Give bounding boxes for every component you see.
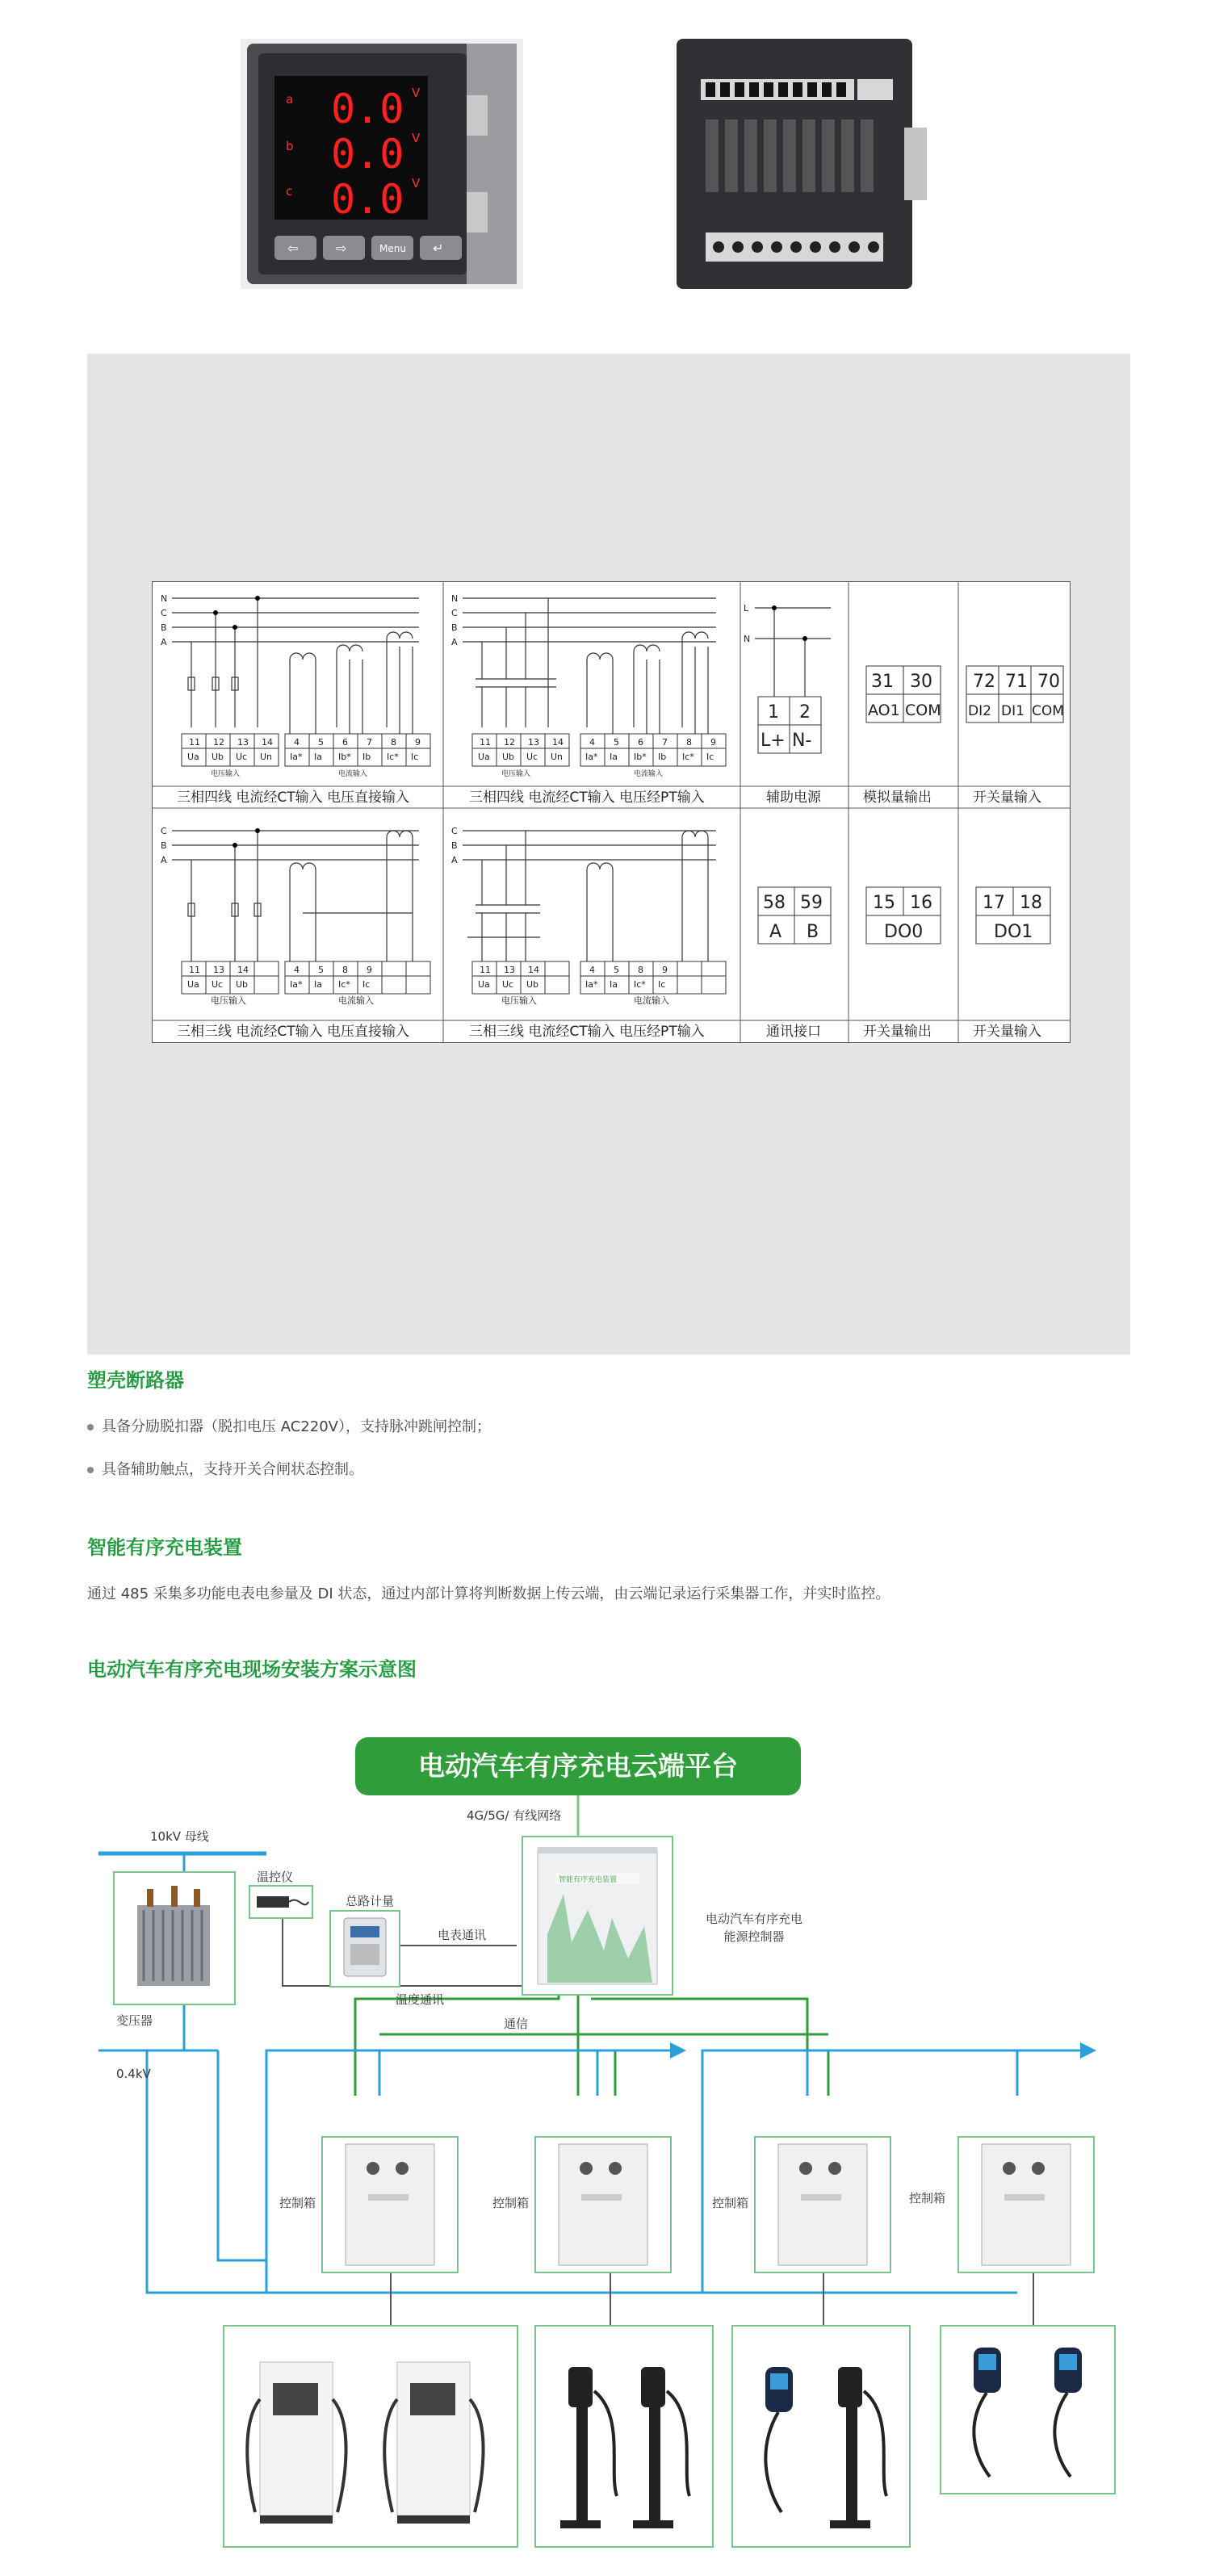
meter-front-photo bbox=[241, 39, 523, 289]
line-label-c-2: C bbox=[451, 608, 458, 618]
terminal-name: Ua bbox=[478, 979, 490, 990]
enter-icon: ↵ bbox=[433, 241, 444, 256]
phase-a-label: a bbox=[286, 92, 294, 107]
ac-charger-group-3 bbox=[940, 2325, 1116, 2494]
network-label: 4G/5G/ 有线网络 bbox=[467, 1808, 562, 1823]
caption-r2c4: 开关量输出 bbox=[863, 1024, 932, 1040]
terminal-name: Ia bbox=[314, 752, 322, 762]
controller-tag: 智能有序充电装置 bbox=[559, 1876, 618, 1884]
terminal-num: 4 bbox=[294, 965, 300, 975]
di-num-3: 70 bbox=[1037, 672, 1060, 692]
line-label-a-2: A bbox=[451, 637, 458, 647]
caption-r1c5: 开关量输入 bbox=[973, 790, 1041, 806]
line-label-b-3: B bbox=[161, 840, 167, 851]
terminal-num: 14 bbox=[262, 737, 273, 748]
breaker-bullet-2 bbox=[87, 1458, 363, 1479]
di-num-2: 71 bbox=[1005, 672, 1028, 692]
terminal-name: Ib* bbox=[338, 752, 351, 762]
terminal-num: 9 bbox=[662, 965, 668, 975]
aux-power-num-1: 1 bbox=[768, 702, 779, 723]
unit-b: V bbox=[412, 131, 421, 145]
breaker-bullet-1-text: 具备分励脱扣器（脱扣电压 AC220V），支持脉冲跳闸控制； bbox=[102, 1418, 491, 1435]
analog-out-name-2: COM bbox=[905, 702, 941, 719]
breaker-heading: 塑壳断路器 bbox=[87, 1369, 184, 1392]
transformer-label: 变压器 bbox=[116, 2013, 153, 2028]
cloud-platform-banner: 电动汽车有序充电云端平台 bbox=[355, 1737, 801, 1795]
terminal-name: Ic bbox=[706, 752, 714, 762]
curr-input-label-4: 电流输入 bbox=[634, 995, 669, 1006]
terminal-num: 11 bbox=[480, 965, 491, 975]
comm-name-a: A bbox=[769, 922, 782, 942]
analog-out-name-1: AO1 bbox=[868, 702, 900, 719]
wiring-table bbox=[152, 581, 1071, 1043]
line-label-c: C bbox=[161, 608, 167, 618]
terminal-name: Ua bbox=[187, 752, 199, 762]
aux-power-num-2: 2 bbox=[799, 702, 811, 723]
terminal-name: Ia* bbox=[290, 752, 303, 762]
do0-num-2: 16 bbox=[910, 893, 932, 913]
terminal-num: 6 bbox=[342, 737, 348, 748]
di-num-1: 72 bbox=[973, 672, 995, 692]
terminal-name: Ua bbox=[478, 752, 490, 762]
temp-comm-label: 温度通讯 bbox=[396, 1992, 445, 2007]
energy-controller-box bbox=[522, 1836, 673, 1996]
control-box-4 bbox=[957, 2136, 1095, 2273]
terminal-num: 11 bbox=[480, 737, 491, 748]
control-box-2 bbox=[534, 2136, 672, 2273]
curr-input-label-2: 电流输入 bbox=[634, 770, 664, 778]
terminal-num: 5 bbox=[614, 965, 619, 975]
dc-charger-group bbox=[223, 2325, 518, 2548]
terminal-num: 8 bbox=[342, 965, 348, 975]
volt-input-label-1: 电压输入 bbox=[211, 770, 241, 778]
energy-controller-label: 电动汽车有序充电 能源控制器 bbox=[706, 1912, 803, 1944]
di-name-2: DI1 bbox=[1001, 703, 1025, 719]
terminal-name: Ib bbox=[658, 752, 667, 762]
ac-charger-group-1 bbox=[534, 2325, 714, 2548]
terminal-num: 11 bbox=[189, 737, 200, 748]
line-label-a-3: A bbox=[161, 855, 167, 865]
do1-name: DO1 bbox=[994, 922, 1033, 942]
caption-r1c3: 辅助电源 bbox=[766, 790, 821, 806]
terminal-name: Ic bbox=[362, 979, 371, 990]
analog-out-num-1: 31 bbox=[871, 672, 894, 692]
terminal-name: Uc bbox=[212, 979, 224, 990]
ctrl-box-label-3: 控制箱 bbox=[712, 2196, 749, 2210]
terminal-name: Ib bbox=[362, 752, 371, 762]
line-label-n: N bbox=[161, 593, 168, 604]
transformer-box bbox=[113, 1871, 236, 2005]
curr-input-label-1: 电流输入 bbox=[338, 770, 368, 778]
terminal-num: 13 bbox=[528, 737, 539, 748]
line-label-b-4: B bbox=[451, 840, 458, 851]
volt-input-label-2: 电压输入 bbox=[501, 770, 531, 778]
terminal-name: Ia bbox=[610, 752, 618, 762]
comm-num-2: 59 bbox=[800, 893, 823, 913]
volt-input-label-4: 电压输入 bbox=[501, 995, 537, 1006]
charger-device-text: 通过 485 采集多功能电表电参量及 DI 状态，通过内部计算将判断数据上传云端，由云端记录运行采集器工作，并实时监控。 bbox=[87, 1585, 890, 1602]
terminal-name: Ub bbox=[212, 752, 224, 762]
terminal-name: Ia bbox=[314, 979, 322, 990]
line-label-a-4: A bbox=[451, 855, 458, 865]
terminal-num: 5 bbox=[318, 737, 324, 748]
terminal-num: 13 bbox=[213, 965, 224, 975]
comm-label: 通信 bbox=[504, 2017, 529, 2031]
left-arrow-icon: ⇦ bbox=[287, 241, 299, 256]
meter-label: 总路计量 bbox=[346, 1894, 395, 1908]
terminal-name: Un bbox=[260, 752, 273, 762]
terminal-name: Uc bbox=[236, 752, 248, 762]
line-label-a: A bbox=[161, 637, 167, 647]
control-box-1 bbox=[321, 2136, 459, 2273]
phase-b-value: 0.0 bbox=[331, 131, 404, 178]
terminal-name: Ia* bbox=[290, 979, 303, 990]
caption-r2c3: 通讯接口 bbox=[766, 1024, 821, 1040]
terminal-num: 9 bbox=[415, 737, 421, 748]
aux-power-name-1: L+ bbox=[761, 731, 786, 751]
terminal-num: 4 bbox=[589, 737, 595, 748]
breaker-bullet-2-text: 具备辅助触点，支持开关合闸状态控制。 bbox=[102, 1461, 363, 1478]
terminal-num: 8 bbox=[638, 965, 643, 975]
terminal-num: 4 bbox=[589, 965, 595, 975]
temp-controller-box bbox=[249, 1885, 313, 1919]
line-label-l: L bbox=[744, 603, 749, 614]
do1-num-1: 17 bbox=[983, 893, 1005, 913]
bullet-dot-icon bbox=[87, 1467, 94, 1473]
meter-comm-label: 电表通讯 bbox=[438, 1928, 487, 1942]
terminal-num: 9 bbox=[367, 965, 372, 975]
diagram-heading: 电动汽车有序充电现场安装方案示意图 bbox=[87, 1658, 417, 1681]
curr-input-label-3: 电流输入 bbox=[338, 995, 374, 1006]
unit-a: V bbox=[412, 86, 421, 100]
terminal-num: 7 bbox=[367, 737, 372, 748]
line-label-b: B bbox=[161, 622, 167, 633]
do0-num-1: 15 bbox=[873, 893, 895, 913]
do1-num-2: 18 bbox=[1020, 893, 1042, 913]
di-name-1: DI2 bbox=[968, 703, 991, 719]
terminal-name: Ua bbox=[187, 979, 199, 990]
terminal-name: Ia* bbox=[585, 752, 598, 762]
control-box-3 bbox=[754, 2136, 891, 2273]
terminal-name: Ub bbox=[526, 979, 539, 990]
bullet-dot-icon bbox=[87, 1424, 94, 1430]
terminal-num: 13 bbox=[237, 737, 249, 748]
terminal-num: 9 bbox=[710, 737, 716, 748]
phase-b-label: b bbox=[286, 139, 294, 153]
terminal-num: 4 bbox=[294, 737, 300, 748]
temp-controller-label: 温控仪 bbox=[257, 1870, 294, 1884]
caption-r1c4: 模拟量输出 bbox=[863, 790, 932, 806]
line-label-n-2: N bbox=[451, 593, 459, 604]
ac-charger-group-2 bbox=[731, 2325, 911, 2548]
phase-a-value: 0.0 bbox=[331, 86, 404, 132]
caption-r2c2: 三相三线 电流经CT输入 电压经PT输入 bbox=[469, 1024, 705, 1040]
unit-c: V bbox=[412, 176, 421, 191]
terminal-name: Ic bbox=[658, 979, 666, 990]
total-meter-box bbox=[329, 1910, 400, 1987]
charger-device-heading: 智能有序充电装置 bbox=[87, 1536, 242, 1559]
line-label-b-2: B bbox=[451, 622, 458, 633]
terminal-num: 14 bbox=[237, 965, 249, 975]
breaker-bullet-1 bbox=[87, 1415, 491, 1436]
ctrl-box-label-4: 控制箱 bbox=[909, 2191, 946, 2205]
analog-out-num-2: 30 bbox=[910, 672, 932, 692]
terminal-num: 7 bbox=[662, 737, 668, 748]
line-label-c-4: C bbox=[451, 826, 458, 836]
terminal-num: 8 bbox=[686, 737, 692, 748]
phase-c-label: c bbox=[286, 184, 293, 199]
terminal-name: Uc bbox=[502, 979, 514, 990]
terminal-num: 8 bbox=[391, 737, 396, 748]
terminal-name: Ia* bbox=[585, 979, 598, 990]
terminal-name: Ub bbox=[236, 979, 249, 990]
do0-name: DO0 bbox=[884, 922, 924, 942]
terminal-name: Ib* bbox=[634, 752, 647, 762]
terminal-name: Ub bbox=[502, 752, 515, 762]
terminal-num: 6 bbox=[638, 737, 643, 748]
comm-name-b: B bbox=[807, 922, 819, 942]
ctrl-box-label-2: 控制箱 bbox=[492, 2196, 530, 2210]
caption-r2c5: 开关量输入 bbox=[973, 1024, 1041, 1040]
aux-power-name-2: N- bbox=[792, 731, 812, 751]
line-label-n-3: N bbox=[744, 634, 751, 644]
comm-num-1: 58 bbox=[763, 893, 786, 913]
meter-back-photo bbox=[677, 39, 927, 289]
terminal-num: 5 bbox=[614, 737, 619, 748]
bus-10kv-label: 10kV 母线 bbox=[150, 1829, 209, 1844]
caption-r1c1: 三相四线 电流经CT输入 电压直接输入 bbox=[177, 790, 410, 806]
terminal-name: Ic* bbox=[338, 979, 350, 990]
di-name-3: COM bbox=[1032, 703, 1064, 719]
v04-label: 0.4kV bbox=[116, 2067, 151, 2081]
terminal-name: Ic* bbox=[634, 979, 646, 990]
terminal-num: 12 bbox=[213, 737, 224, 748]
caption-r2c1: 三相三线 电流经CT输入 电压直接输入 bbox=[177, 1024, 410, 1040]
terminal-num: 5 bbox=[318, 965, 324, 975]
terminal-num: 14 bbox=[528, 965, 539, 975]
caption-r1c2: 三相四线 电流经CT输入 电压经PT输入 bbox=[469, 790, 705, 806]
menu-button-label: Menu bbox=[379, 243, 406, 254]
terminal-name: Ic bbox=[411, 752, 419, 762]
terminal-name: Un bbox=[551, 752, 564, 762]
terminal-name: Ia bbox=[610, 979, 618, 990]
terminal-name: Ic* bbox=[387, 752, 399, 762]
ctrl-box-label-1: 控制箱 bbox=[279, 2196, 316, 2210]
volt-input-label-3: 电压输入 bbox=[211, 995, 246, 1006]
terminal-num: 11 bbox=[189, 965, 200, 975]
terminal-name: Uc bbox=[526, 752, 538, 762]
phase-c-value: 0.0 bbox=[331, 176, 404, 223]
line-label-c-3: C bbox=[161, 826, 167, 836]
terminal-num: 12 bbox=[504, 737, 515, 748]
terminal-num: 13 bbox=[504, 965, 515, 975]
terminal-name: Ic* bbox=[682, 752, 694, 762]
right-arrow-icon: ⇨ bbox=[336, 241, 347, 256]
terminal-num: 14 bbox=[552, 737, 564, 748]
